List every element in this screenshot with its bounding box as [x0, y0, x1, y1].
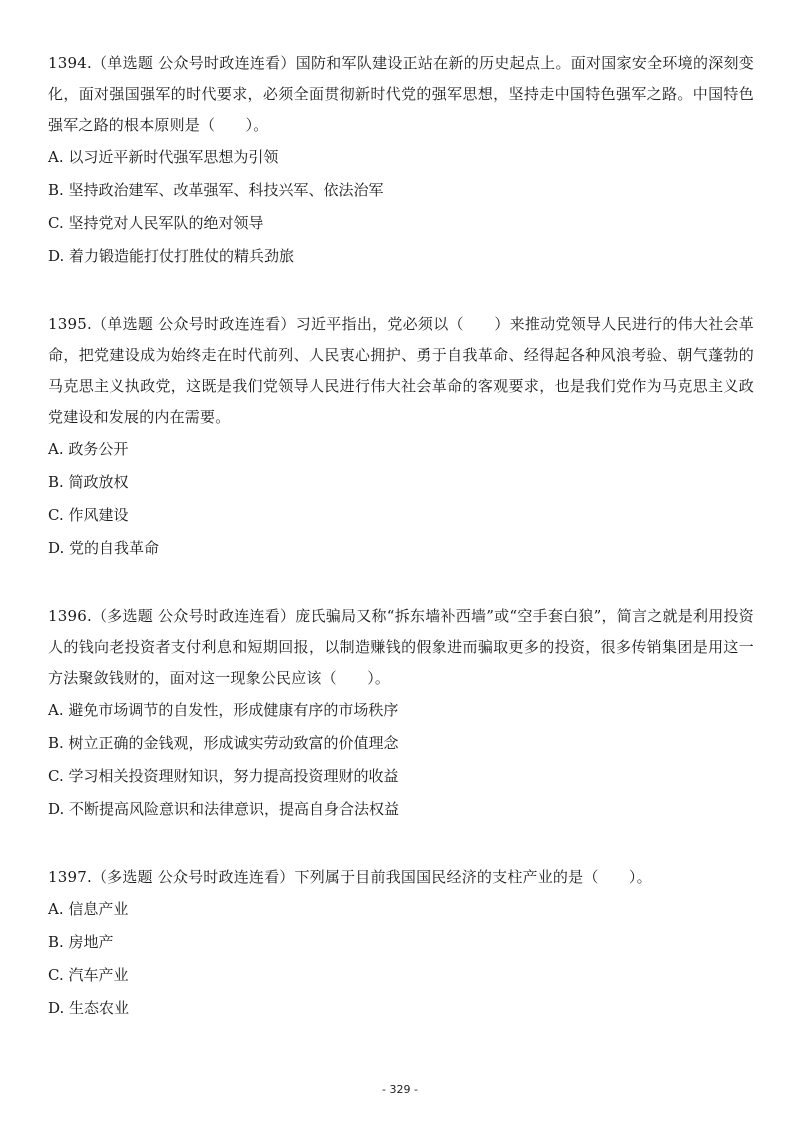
option-c: C. 坚持党对人民军队的绝对领导 [48, 214, 264, 232]
option-c: C. 学习相关投资理财知识，努力提高投资理财的收益 [48, 767, 399, 785]
option-list [48, 141, 754, 273]
option-a: A. 信息产业 [48, 900, 129, 918]
option-list [48, 694, 754, 826]
option-a: A. 避免市场调节的自发性，形成健康有序的市场秩序 [48, 701, 399, 719]
question-stem: 1397.（多选题 公众号时政连连看）下列属于目前我国国民经济的支柱产业的是（ ）。 [48, 868, 652, 886]
option-d: D. 不断提高风险意识和法律意识，提高自身合法权益 [48, 800, 400, 818]
question-stem: 1394.（单选题 公众号时政连连看）国防和军队建设正站在新的历史起点上。面对国家安全环境的深刻变化，面对强国强军的时代要求，必须全面贯彻新时代党的强军思想，坚持走中国特色强军之路。中国特色强军之路的根本原则是（ ）。 [48, 54, 754, 134]
option-d: D. 着力锻造能打仗打胜仗的精兵劲旅 [48, 247, 295, 265]
option-c: C. 作风建设 [48, 506, 129, 524]
option-a: A. 以习近平新时代强军思想为引领 [48, 148, 279, 166]
question-1394 [48, 48, 754, 273]
option-d: D. 生态农业 [48, 999, 130, 1017]
option-b: B. 房地产 [48, 933, 114, 951]
page-number: - 329 - [382, 1083, 418, 1096]
question-stem: 1396.（多选题 公众号时政连连看）庞氏骗局又称“拆东墙补西墙”或“空手套白狼”，简言之就是利用投资人的钱向老投资者支付利息和短期回报，以制造赚钱的假象进而骗取更多的投资，很多传销集团是用这一方法聚敛钱财的，面对这一现象公民应该（ ）。 [48, 607, 754, 687]
question-1396 [48, 601, 754, 826]
option-list [48, 893, 754, 1025]
option-a: A. 政务公开 [48, 440, 129, 458]
question-1395 [48, 309, 754, 565]
option-b: B. 简政放权 [48, 473, 129, 491]
option-d: D. 党的自我革命 [48, 539, 160, 557]
option-list [48, 433, 754, 565]
option-b: B. 树立正确的金钱观，形成诚实劳动致富的价值理念 [48, 734, 399, 752]
question-page [48, 48, 754, 1061]
question-stem: 1395.（单选题 公众号时政连连看）习近平指出，党必须以（ ）来推动党领导人民进行的伟大社会革命，把党建设成为始终走在时代前列、人民衷心拥护、勇于自我革命、经得起各种风浪考验、朝气蓬勃的马克思主义执政党，这既是我们党领导人民进行伟大社会革命的客观要求，也是我们党作为马克思主义政党建设和发展的内在需要。 [48, 315, 754, 426]
question-1397 [48, 862, 754, 1025]
option-b: B. 坚持政治建军、改革强军、科技兴军、依法治军 [48, 181, 384, 199]
option-c: C. 汽车产业 [48, 966, 129, 984]
